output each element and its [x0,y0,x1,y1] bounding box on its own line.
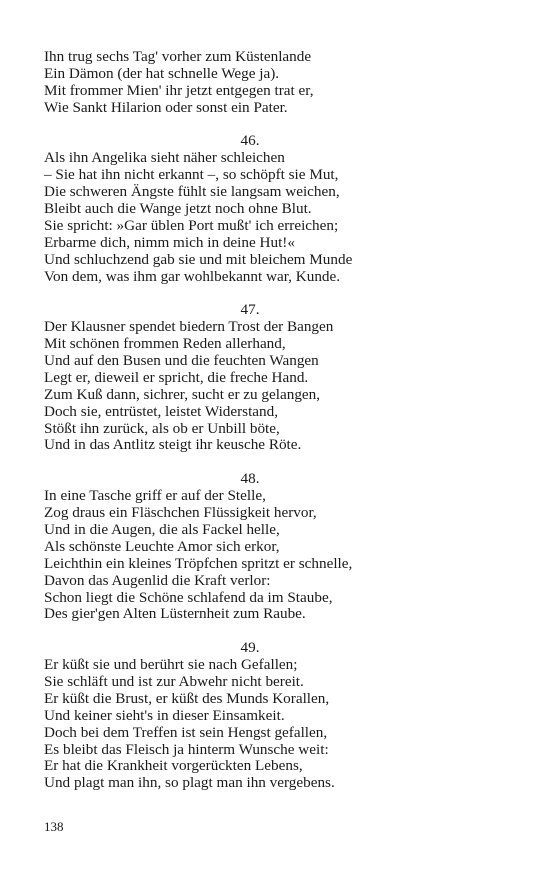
verse-line: Mit frommer Mien' ihr jetzt entgegen trat er, [44,81,314,99]
verse-line: Doch bei dem Treffen ist sein Hengst gefallen, [44,723,328,741]
verse-line: Zum Kuß dann, sichrer, sucht er zu gelangen, [44,385,321,403]
verse-line: Er küßt sie und berührt sie nach Gefallen; [44,656,298,674]
verse-line: Doch sie, entrüstet, leistet Widerstand, [44,402,279,420]
stanza-46 [44,133,484,285]
verse-line: – Sie hat ihn nicht erkannt –, so schöpft sie Mut, [44,166,339,184]
verse-line: Stößt ihn zurück, als ob er Unbill böte, [44,419,280,437]
verse-line: Ein Dämon (der hat schnelle Wege ja). [44,64,280,82]
verse-line: Sie schläft und ist zur Abwehr nicht bereit. [44,672,304,690]
stanza-gap [44,285,484,302]
verse-line: Er hat die Krankheit vorgerückten Lebens, [44,757,303,775]
verse-line: Schon liegt die Schöne schlafend da im Staube, [44,588,333,606]
verse-line: Sie spricht: »Gar üblen Port mußt' ich erreichen; [44,216,339,234]
verse-line: Zog draus ein Fläschchen Flüssigkeit hervor, [44,504,317,522]
stanza-number: 47. [240,301,260,319]
stanza-number: 48. [240,470,260,488]
verse-line: Als ihn Angelika sieht näher schleichen [44,149,285,167]
verse-line: Und schluchzend gab sie und mit bleichem Munde [44,250,353,268]
verse-line: Von dem, was ihm gar wohlbekannt war, Kunde. [44,267,341,285]
verse-line: Legt er, dieweil er spricht, die freche Hand. [44,368,309,386]
verse-line: Er küßt die Brust, er küßt des Munds Korallen, [44,689,330,707]
stanza-number: 46. [240,132,260,150]
page-text [44,49,484,792]
verse-line: Die schweren Ängste fühlt sie langsam weichen, [44,183,340,201]
verse-line: Und keiner sieht's in dieser Einsamkeit. [44,706,285,724]
verse-line: Mit schönen frommen Reden allerhand, [44,335,286,353]
verse-line: Davon das Augenlid die Kraft verlor: [44,571,271,589]
stanza-gap [44,117,484,134]
verse-line: Des gier'gen Alten Lüsternheit zum Raube. [44,605,306,623]
verse-line: Als schönste Leuchte Amor sich erkor, [44,537,280,555]
verse-line: Und in das Antlitz steigt ihr keusche Röte. [44,436,302,454]
stanza-number: 49. [240,639,260,657]
page-number: 138 [44,819,64,834]
verse-line: Ihn trug sechs Tag' vorher zum Küstenlande [44,48,312,65]
stanza-gap [44,623,484,640]
verse-line: In eine Tasche griff er auf der Stelle, [44,487,266,505]
verse-line: Leichthin ein kleines Tröpfchen spritzt er schnelle, [44,554,353,572]
verse-line: Und plagt man ihn, so plagt man ihn vergebens. [44,774,335,792]
stanza-gap [44,454,484,471]
verse-line: Erbarme dich, nimm mich in deine Hut!« [44,233,295,251]
stanza-48 [44,471,484,623]
verse-line: Und in die Augen, die als Fackel helle, [44,520,280,538]
verse-line: Und auf den Busen und die feuchten Wangen [44,352,319,370]
verse-line: Wie Sankt Hilarion oder sonst ein Pater. [44,98,288,116]
stanza-47 [44,302,484,454]
verse-line: Es bleibt das Fleisch ja hinterm Wunsche weit: [44,740,329,758]
stanza-49 [44,640,484,792]
verse-line: Bleibt auch die Wange jetzt noch ohne Blut. [44,200,312,218]
stanza-45-fragment [44,49,484,117]
verse-line: Der Klausner spendet biedern Trost der Bangen [44,318,334,336]
